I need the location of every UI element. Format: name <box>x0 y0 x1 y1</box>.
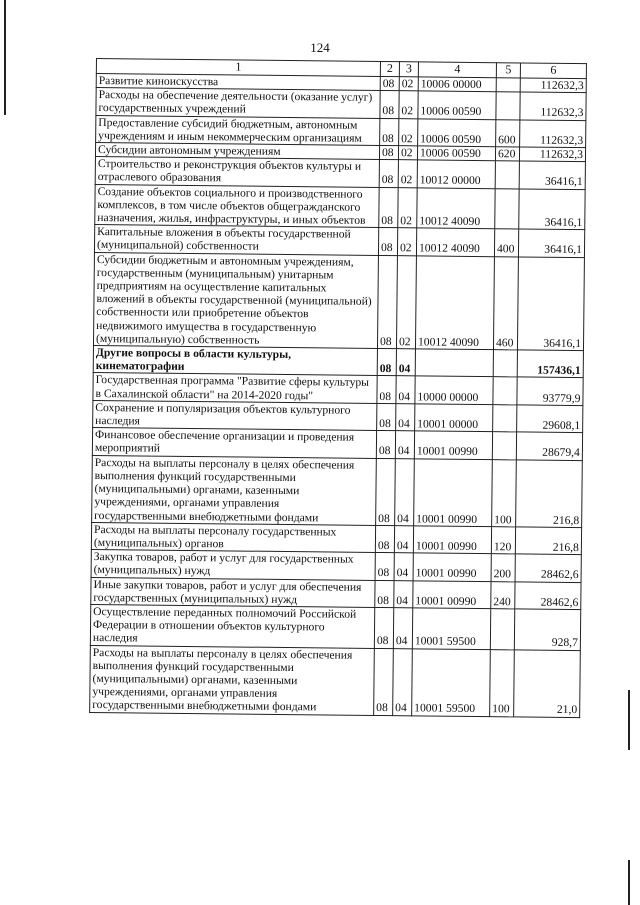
row-c5 <box>490 609 514 650</box>
row-c5 <box>493 350 517 378</box>
row-c3: 04 <box>396 349 415 377</box>
row-c3: 02 <box>398 160 417 188</box>
row-amount: 928,7 <box>514 609 580 650</box>
row-c3: 04 <box>395 458 415 525</box>
row-amount: 28679,4 <box>516 432 582 460</box>
row-name: Закупка товаров, работ и услуг для государственных (муниципальных) нужд <box>91 550 375 580</box>
table-row <box>96 115 586 148</box>
row-name: Другие вопросы в области культуры, кинематографии <box>93 346 377 376</box>
row-name: Создание объектов социального и производственного комплексов, в том числе объектов общегражданского назначения, жилья, инфраструктуры, и иных объектов <box>95 184 379 228</box>
row-name: Иные закупки товаров, работ и услуг для обеспечения государственных (муниципальных) нужд <box>91 577 375 607</box>
table-row <box>90 645 581 717</box>
row-c5: 120 <box>491 526 515 554</box>
row-c5: 200 <box>491 554 515 582</box>
row-c4: 10001 59500 <box>412 648 491 716</box>
row-name: Осуществление переданных полномочий Российской Федерации в отношении объектов культурного наследия <box>90 604 374 648</box>
row-c3: 02 <box>398 187 417 228</box>
row-c5: 240 <box>491 581 515 609</box>
row-c4: 10001 00000 <box>415 404 493 432</box>
row-c4: 10012 00000 <box>417 160 495 188</box>
row-amount: 21,0 <box>514 649 581 717</box>
header-cell: 4 <box>418 62 496 78</box>
row-c5 <box>493 377 517 405</box>
row-amount: 28462,6 <box>515 554 581 582</box>
row-c2: 08 <box>376 458 396 525</box>
row-c3: 04 <box>393 608 412 649</box>
page-number: 124 <box>310 40 330 55</box>
row-c4: 10006 00000 <box>418 77 496 92</box>
row-c4: 10001 00990 <box>414 459 493 527</box>
row-c5: 400 <box>494 229 518 257</box>
row-amount: 112632,3 <box>519 147 585 162</box>
row-c3: 02 <box>399 118 418 146</box>
header-cell: 6 <box>520 63 586 79</box>
row-c2: 08 <box>375 525 394 553</box>
row-name: Расходы на выплаты персоналу в целях обеспечения выполнения функций государственными (муниципальными) органами, казенными учреждениями, органами управления государственными внебюджетными фондами <box>92 455 377 525</box>
row-name: Расходы на выплаты персоналу в целях обеспечения выполнения функций государственными (муниципальными) органами, казенными учреждениями, органами управления государственными внебюджетными фондами <box>90 645 375 715</box>
row-c5 <box>495 188 519 229</box>
row-c4: 10006 00590 <box>417 146 495 161</box>
budget-table <box>89 58 587 718</box>
row-c4: 10012 40090 <box>415 256 494 350</box>
row-c2: 08 <box>374 648 394 715</box>
row-c3: 04 <box>394 580 413 608</box>
row-c3: 02 <box>399 91 418 119</box>
row-c2: 08 <box>379 160 398 188</box>
row-amount: 36416,1 <box>519 161 585 189</box>
row-name: Строительство и реконструкция объектов культуры и отраслевого образования <box>95 157 379 187</box>
row-c4: 10012 40090 <box>416 228 494 256</box>
row-c3: 04 <box>394 525 413 553</box>
row-c4: 10001 00990 <box>413 526 491 554</box>
row-amount: 216,8 <box>515 527 581 555</box>
row-name: Расходы на обеспечение деятельности (оказание услуг) государственных учреждений <box>96 88 380 118</box>
row-c2: 08 <box>380 91 399 119</box>
row-c3: 04 <box>396 404 415 432</box>
table-row <box>90 604 580 650</box>
header-cell: 2 <box>380 61 399 76</box>
table-row <box>93 252 584 351</box>
row-amount: 112632,3 <box>520 78 586 93</box>
row-c3: 04 <box>393 648 413 715</box>
row-c3: 02 <box>398 146 417 160</box>
right-margin-mark-lower <box>628 860 630 905</box>
table-row <box>95 184 585 230</box>
right-margin-mark <box>628 690 630 750</box>
row-c3: 04 <box>396 376 415 404</box>
row-c2: 08 <box>380 118 399 146</box>
row-amount: 36416,1 <box>517 257 584 351</box>
row-c5: 600 <box>496 119 520 147</box>
row-name: Субсидии автономным учреждениям <box>95 143 379 160</box>
row-c3: 02 <box>397 228 416 256</box>
row-c2: 08 <box>379 187 398 228</box>
table-row <box>93 346 583 379</box>
row-c3: 02 <box>396 255 416 349</box>
budget-table-wrap <box>89 58 587 718</box>
table-body <box>90 74 587 718</box>
row-name: Развитие киноискусства <box>96 74 380 91</box>
row-c5: 620 <box>495 147 519 161</box>
row-name: Государственная программа "Развитие сферы культуры в Сахалинской области" на 2014-2020 годы" <box>93 373 377 403</box>
row-name: Финансовое обеспечение организации и проведения мероприятий <box>92 428 376 458</box>
header-cell: 1 <box>96 59 380 77</box>
row-c4: 10012 40090 <box>417 187 495 228</box>
row-c2: 08 <box>379 145 398 159</box>
row-c4: 10001 00990 <box>414 431 492 459</box>
row-amount: 112632,3 <box>520 92 586 120</box>
row-name: Предоставление субсидий бюджетным, автономным учреждениям и иным некоммерческим организациям <box>96 115 380 145</box>
row-amount: 112632,3 <box>520 120 586 148</box>
row-amount: 36416,1 <box>519 189 585 230</box>
row-c4: 10006 00590 <box>418 118 496 146</box>
row-amount: 28462,6 <box>515 581 581 609</box>
row-amount: 157436,1 <box>517 350 583 378</box>
row-c4: 10001 00990 <box>413 553 491 581</box>
row-c3: 02 <box>399 77 418 91</box>
table-row <box>91 550 581 583</box>
table-row <box>96 88 586 121</box>
table-row <box>91 577 581 610</box>
row-c5: 100 <box>490 649 515 716</box>
row-name: Сохранение и популяризация объектов культурного наследия <box>93 400 377 430</box>
row-c5 <box>493 405 517 433</box>
row-c2: 08 <box>374 607 393 648</box>
row-c4: 10001 00990 <box>413 580 491 608</box>
table-row <box>91 522 581 555</box>
row-amount: 216,8 <box>516 460 583 528</box>
header-cell: 5 <box>496 63 520 78</box>
table-row <box>94 225 584 258</box>
row-c5 <box>496 78 520 92</box>
row-c5 <box>495 161 519 189</box>
table-row <box>92 455 583 527</box>
row-c4: 10001 59500 <box>412 608 490 649</box>
row-c2: 08 <box>380 76 399 90</box>
row-c2: 08 <box>375 580 394 608</box>
row-c4: 10000 00000 <box>415 376 493 404</box>
row-amount: 93779,9 <box>517 377 583 405</box>
row-name: Субсидии бюджетным и автономным учреждениям, государственным (муниципальным) унитарным предприятиям на осуществление капитальных вложений в объекты государственной (муниципальной) собственности или приобретение объектов недвижимого имущества в государственную (муниципальную) собственность <box>93 252 378 348</box>
left-margin-mark <box>4 0 6 115</box>
row-c3: 04 <box>394 553 413 581</box>
row-c2: 08 <box>378 228 397 256</box>
row-c2: 08 <box>375 553 394 581</box>
row-c2: 08 <box>377 255 397 349</box>
row-c5: 460 <box>493 256 518 350</box>
row-c3: 04 <box>395 431 414 459</box>
row-c4 <box>415 349 493 377</box>
table-row <box>93 373 583 406</box>
row-c2: 08 <box>376 431 395 459</box>
row-amount: 36416,1 <box>518 229 584 257</box>
row-amount: 29608,1 <box>517 405 583 433</box>
row-name: Расходы на выплаты персоналу государственных (муниципальных) органов <box>91 522 375 552</box>
row-c5 <box>496 92 520 120</box>
row-c5: 100 <box>492 459 517 526</box>
row-c2: 08 <box>377 376 396 404</box>
row-name: Капитальные вложения в объекты государственной (муниципальной) собственности <box>94 225 378 255</box>
table-row <box>95 157 585 190</box>
header-cell: 3 <box>399 62 418 77</box>
row-c2: 08 <box>377 403 396 431</box>
row-c2: 08 <box>377 349 396 377</box>
row-c5 <box>492 432 516 460</box>
row-c4: 10006 00590 <box>418 91 496 119</box>
